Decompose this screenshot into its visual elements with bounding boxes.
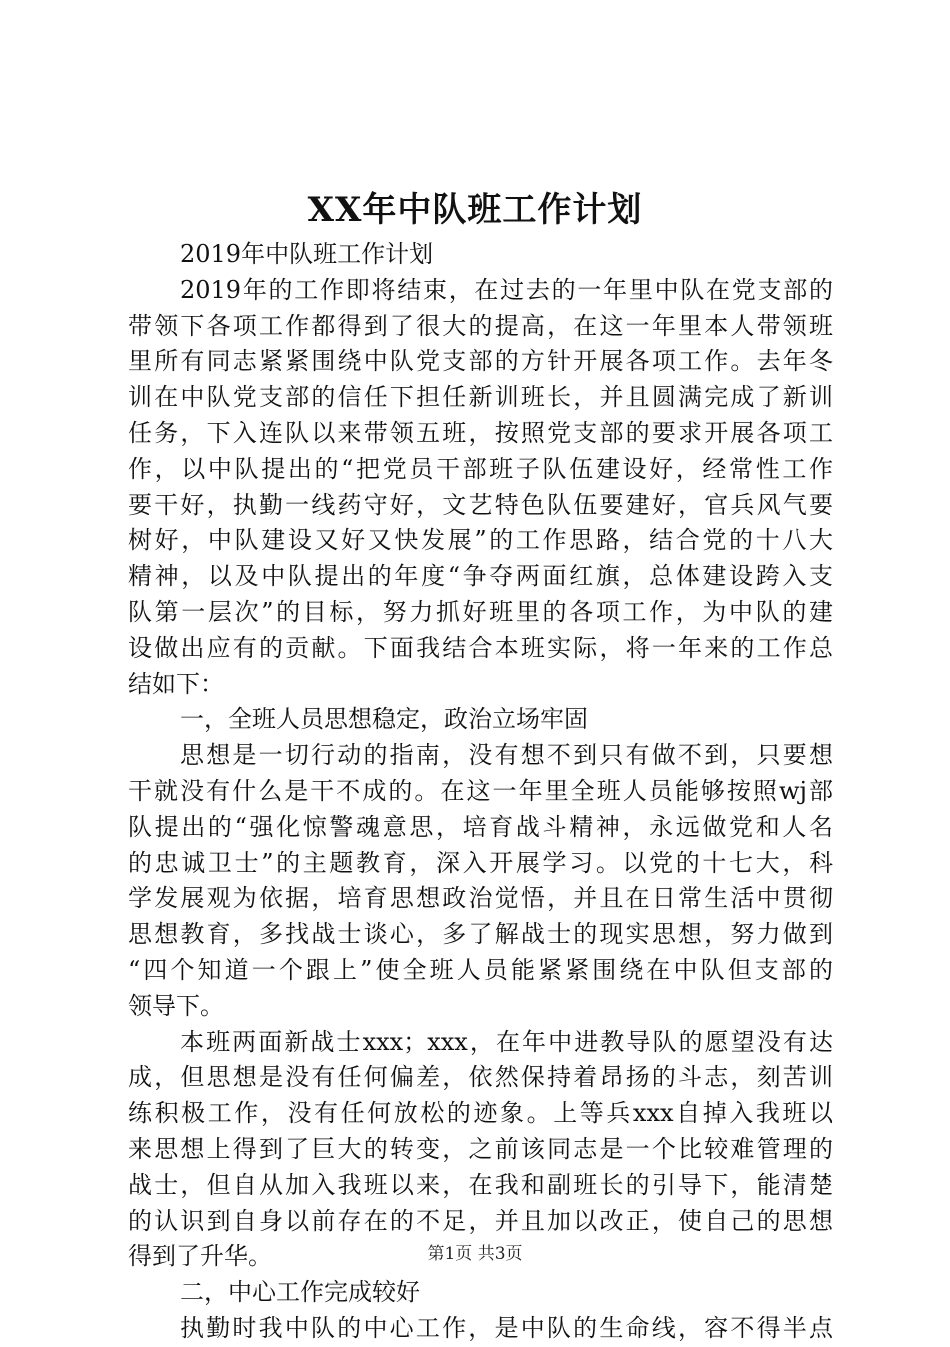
paragraph-line: 得到了升华。 bbox=[128, 1242, 272, 1271]
page-footer: 第1页 共3页 bbox=[427, 1244, 523, 1264]
paragraph-line: 思想教育，多找战士谈心，多了解战士的现实思想，努力做到 bbox=[128, 920, 833, 949]
paragraph-line: 树好，中队建设又好又快发展”的工作思路，结合党的十八大 bbox=[128, 526, 833, 555]
paragraph-line: 要干好，执勤一线药守好，文艺特色队伍要建好，官兵风气要 bbox=[128, 490, 833, 519]
paragraph-line: 队提出的“强化惊警魂意思，培育战斗精神，永远做党和人名 bbox=[128, 812, 833, 841]
section-heading: 一，全班人员思想稳定，政治立场牢固 bbox=[180, 705, 588, 734]
paragraph-line: 学发展观为依据，培育思想政治觉悟，并且在日常生活中贯彻 bbox=[128, 884, 833, 913]
section-heading: 二，中心工作完成较好 bbox=[180, 1278, 420, 1307]
paragraph-line: 的认识到自身以前存在的不足，并且加以改正，使自己的思想 bbox=[128, 1206, 833, 1235]
paragraph-line: 本班两面新战士xxx；xxx，在年中进教导队的愿望没有达 bbox=[180, 1027, 833, 1056]
paragraph-line: 执勤时我中队的中心工作，是中队的生命线，容不得半点 bbox=[180, 1313, 833, 1342]
paragraph-line: 精神，以及中队提出的年度“争夺两面红旗，总体建设跨入支 bbox=[128, 562, 833, 591]
document-body bbox=[128, 237, 833, 1347]
paragraph-line: 领导下。 bbox=[128, 991, 224, 1020]
paragraph-line: 思想是一切行动的指南，没有想不到只有做不到，只要想 bbox=[180, 741, 833, 770]
paragraph-line: 的忠诚卫士”的主题教育，深入开展学习。以党的十七大，科 bbox=[128, 848, 833, 877]
paragraph-line: 队第一层次”的目标，努力抓好班里的各项工作，为中队的建 bbox=[128, 597, 833, 626]
paragraph-line: 任务，下入连队以来带领五班，按照党支部的要求开展各项工 bbox=[128, 418, 833, 447]
paragraph-line: 来思想上得到了巨大的转变，之前该同志是一个比较难管理的 bbox=[128, 1134, 833, 1163]
paragraph-line: 战士，但自从加入我班以来，在我和副班长的引导下，能清楚 bbox=[128, 1170, 833, 1199]
paragraph-line: 设做出应有的贡献。下面我结合本班实际，将一年来的工作总 bbox=[128, 633, 833, 662]
paragraph-line: 练积极工作，没有任何放松的迹象。上等兵xxx自掉入我班以 bbox=[128, 1099, 833, 1128]
paragraph-line: 作，以中队提出的“把党员干部班子队伍建设好，经常性工作 bbox=[128, 454, 833, 483]
paragraph-line: 成，但思想是没有任何偏差，依然保持着昂扬的斗志，刻苦训 bbox=[128, 1063, 833, 1092]
paragraph-line: 干就没有什么是干不成的。在这一年里全班人员能够按照wj部 bbox=[128, 776, 833, 805]
paragraph-line: “四个知道一个跟上”使全班人员能紧紧围绕在中队但支部的 bbox=[128, 955, 833, 984]
paragraph-line: 带领下各项工作都得到了很大的提高，在这一年里本人带领班 bbox=[128, 311, 833, 340]
document-title: XX年中队班工作计划 bbox=[307, 190, 643, 230]
paragraph-line: 结如下： bbox=[128, 669, 224, 698]
paragraph-line: 训在中队党支部的信任下担任新训班长，并且圆满完成了新训 bbox=[128, 383, 833, 412]
paragraph-line: 里所有同志紧紧围绕中队党支部的方针开展各项工作。去年冬 bbox=[128, 347, 833, 376]
paragraph-line: 2019年的工作即将结束，在过去的一年里中队在党支部的 bbox=[180, 275, 833, 304]
subtitle-line: 2019年中队班工作计划 bbox=[180, 240, 434, 268]
